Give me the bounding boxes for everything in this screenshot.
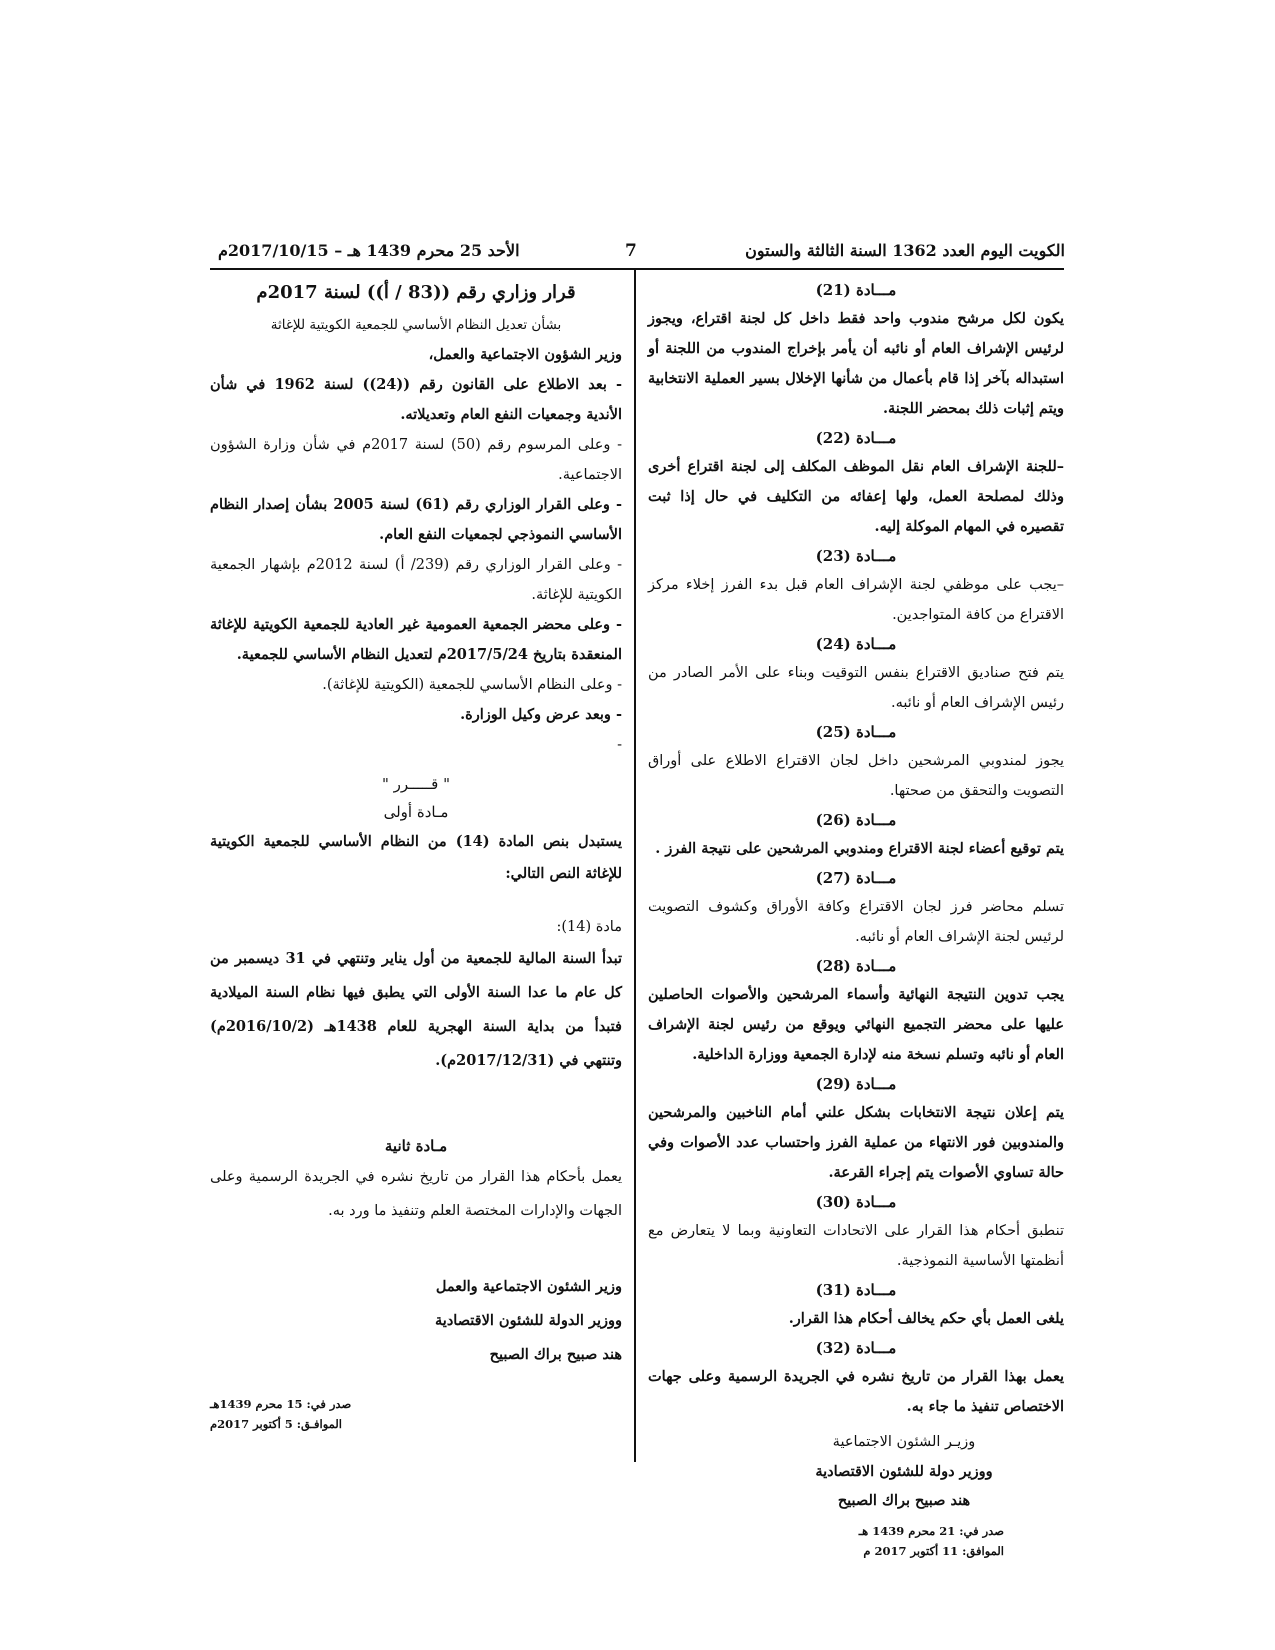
preamble-item: - وعلى المرسوم رقم (50) لسنة 2017م في شأن وزارة الشؤون الاجتماعية.	[210, 437, 622, 483]
page-number: 7	[625, 241, 637, 261]
article-heading: مـــادة (21)	[815, 281, 897, 299]
issue-date	[648, 1521, 1004, 1561]
article-text: يجوز لمندوبي المرشحين داخل لجان الاقتراع الاطلاع على أوراق التصويت والتحقق من صحتها.	[648, 753, 1064, 799]
article-one-text: يستبدل بنص المادة (14) من النظام الأساسي للجمعية الكويتية للإغاثة النص التالي:	[210, 833, 622, 882]
signature-line: وزيـر الشئون الاجتماعية	[832, 1434, 976, 1450]
article-24	[648, 630, 1064, 718]
signature-line: وزير الشئون الاجتماعية والعمل	[435, 1278, 622, 1295]
preamble-item: - بعد الاطلاع على القانون رقم ((24)) لسنة 1962 في شأن الأندية وجمعيات النفع العام وتعديلاته.	[210, 376, 622, 423]
signature-block	[744, 1428, 1064, 1515]
article-21	[648, 276, 1064, 424]
decision-word: " قـــــرر "	[382, 775, 450, 793]
article-text: تنطبق أحكام هذا القرار على الاتحادات التعاونية وبما لا يتعارض مع أنظمتها الأساسية النموذجية.	[648, 1223, 1064, 1269]
article-text: –يجب على موظفي لجنة الإشراف العام قبل بدء الفرز إخلاء مركز الاقتراع من كافة المتواجدين.	[648, 577, 1064, 623]
article-30	[648, 1188, 1064, 1276]
article-heading: مـــادة (28)	[815, 957, 897, 975]
article-heading: مـــادة (26)	[815, 811, 897, 829]
header-issue-info: الكويت اليوم العدد 1362 السنة الثالثة والستون	[745, 241, 1065, 260]
article-two-heading: مـادة ثانية	[384, 1137, 448, 1155]
article-heading: مـــادة (32)	[815, 1339, 897, 1357]
article-heading: مـــادة (22)	[815, 429, 897, 447]
article-text: يعمل بهذا القرار من تاريخ نشره في الجريدة الرسمية وعلى جهات الاختصاص تنفيذ ما جاء به.	[648, 1368, 1064, 1415]
article-text: يلغى العمل بأي حكم يخالف أحكام هذا القرار.	[788, 1310, 1064, 1327]
article-text: يتم إعلان نتيجة الانتخابات بشكل علني أمام الناخبين والمرشحين والمندوبين فور الانتهاء من عملية الفرز واحتساب عدد الأصوات وفي حالة تساوي الأصوات يتم إجراء القرعة.	[648, 1104, 1064, 1181]
article-heading: مـــادة (25)	[815, 723, 897, 741]
article-14-heading: مادة (14):	[556, 919, 622, 935]
article-32	[648, 1334, 1064, 1422]
article-text: يتم فتح صناديق الاقتراع بنفس التوقيت وبناء على الأمر الصادر من رئيس الإشراف العام أو نائبه.	[648, 665, 1064, 711]
issued-hijri: صدر في: 15 محرم 1439هـ	[210, 1397, 352, 1411]
article-text: تسلم محاضر فرز لجان الاقتراع وكافة الأوراق وكشوف التصويت لرئيس لجنة الإشراف العام أو نائبه.	[648, 899, 1064, 945]
article-heading: مـــادة (23)	[815, 547, 897, 565]
article-two-text: يعمل بأحكام هذا القرار من تاريخ نشره في الجريدة الرسمية وعلى الجهات والإدارات المختصة العلم وتنفيذ ما ورد به.	[210, 1169, 622, 1219]
article-31	[648, 1276, 1064, 1334]
preamble-item: - وعلى محضر الجمعية العمومية غير العادية للجمعية الكويتية للإغاثة المنعقدة بتاريخ 2017/5/24م لتعديل النظام الأساسي للجمعية.	[210, 616, 622, 663]
right-column	[648, 276, 1064, 1561]
left-column	[210, 276, 622, 1434]
issue-date	[210, 1394, 622, 1434]
article-heading: مـــادة (31)	[815, 1281, 897, 1299]
article-one-heading: مـادة أولى	[383, 803, 449, 821]
article-heading: مـــادة (27)	[815, 869, 897, 887]
article-text: يجب تدوين النتيجة النهائية وأسماء المرشحين والأصوات الحاصلين عليها على محضر التجميع النهائي ويوقع من رئيس لجنة الإشراف العام أو نائبه وتسلم نسخة منه لإدارة الجمعية ووزارة الداخلية.	[648, 986, 1064, 1063]
header-rule	[210, 268, 1064, 270]
header-date: الأحد 25 محرم 1439 هـ – 2017/10/15م	[218, 241, 520, 260]
article-heading: مـــادة (29)	[815, 1075, 897, 1093]
signature-name: هند صبيح براك الصبيح	[837, 1492, 971, 1509]
issued-hijri: صدر في: 21 محرم 1439 هـ	[858, 1524, 1004, 1538]
decree-subtitle: بشأن تعديل النظام الأساسي للجمعية الكويتية للإغاثة	[270, 317, 562, 333]
article-27	[648, 864, 1064, 952]
article-28	[648, 952, 1064, 1070]
preamble-item: -	[617, 737, 622, 753]
minister-line: وزير الشؤون الاجتماعية والعمل،	[428, 346, 622, 363]
signature-line: ووزير دولة للشئون الاقتصادية	[815, 1463, 993, 1480]
article-14-text: تبدأ السنة المالية للجمعية من أول يناير وتنتهي في 31 ديسمبر من كل عام ما عدا السنة الأولى التي يطبق فيها نظام السنة الميلادية فتبدأ من بداية السنة الهجرية للعام 1438هـ (2016/10/2م) وتنتهي في (2017/12/31م).	[210, 950, 622, 1069]
preamble-item: - وعلى القرار الوزاري رقم (239/ أ) لسنة 2012م بإشهار الجمعية الكويتية للإغاثة.	[210, 557, 622, 603]
article-25	[648, 718, 1064, 806]
issued-gregorian: الموافـق: 5 أكتوبر 2017م	[210, 1417, 342, 1431]
decree-title: قرار وزاري رقم ((83 / أ)) لسنة 2017م	[256, 282, 576, 303]
article-23	[648, 542, 1064, 630]
signature-line: ووزير الدولة للشئون الاقتصادية	[435, 1312, 622, 1329]
issued-gregorian: الموافق: 11 أكتوبر 2017 م	[863, 1544, 1004, 1558]
article-heading: مـــادة (30)	[815, 1193, 897, 1211]
article-22	[648, 424, 1064, 542]
signature-block	[210, 1270, 622, 1372]
article-text: يتم توقيع أعضاء لجنة الاقتراع ومندوبي المرشحين على نتيجة الفرز .	[655, 840, 1064, 857]
article-26	[648, 806, 1064, 864]
article-29	[648, 1070, 1064, 1188]
article-text: يكون لكل مرشح مندوب واحد فقط داخل كل لجنة اقتراع، ويجوز لرئيس الإشراف العام أو نائبه أن يأمر بإخراج المندوب من اللجنة أو استبداله بآخر إذا قام بأعمال من شأنها الإخلال بسير العملية الانتخابية ويتم إثبات ذلك بمحضر اللجنة.	[648, 310, 1064, 417]
article-text: –للجنة الإشراف العام نقل الموظف المكلف إلى لجنة اقتراع أخرى وذلك لمصلحة العمل، ولها إعفائه من التكليف في حال إذا ثبت تقصيره في المهام الموكلة إليه.	[648, 458, 1064, 535]
column-divider	[634, 270, 636, 1462]
preamble-item: - وعلى القرار الوزاري رقم (61) لسنة 2005 بشأن إصدار النظام الأساسي النموذجي لجمعيات النفع العام.	[210, 496, 622, 543]
signature-name: هند صبيح براك الصبيح	[489, 1346, 622, 1363]
preamble-item: - وعلى النظام الأساسي للجمعية (الكويتية للإغاثة).	[322, 677, 622, 693]
article-heading: مـــادة (24)	[815, 635, 897, 653]
preamble-item: - وبعد عرض وكيل الوزارة.	[460, 706, 622, 723]
